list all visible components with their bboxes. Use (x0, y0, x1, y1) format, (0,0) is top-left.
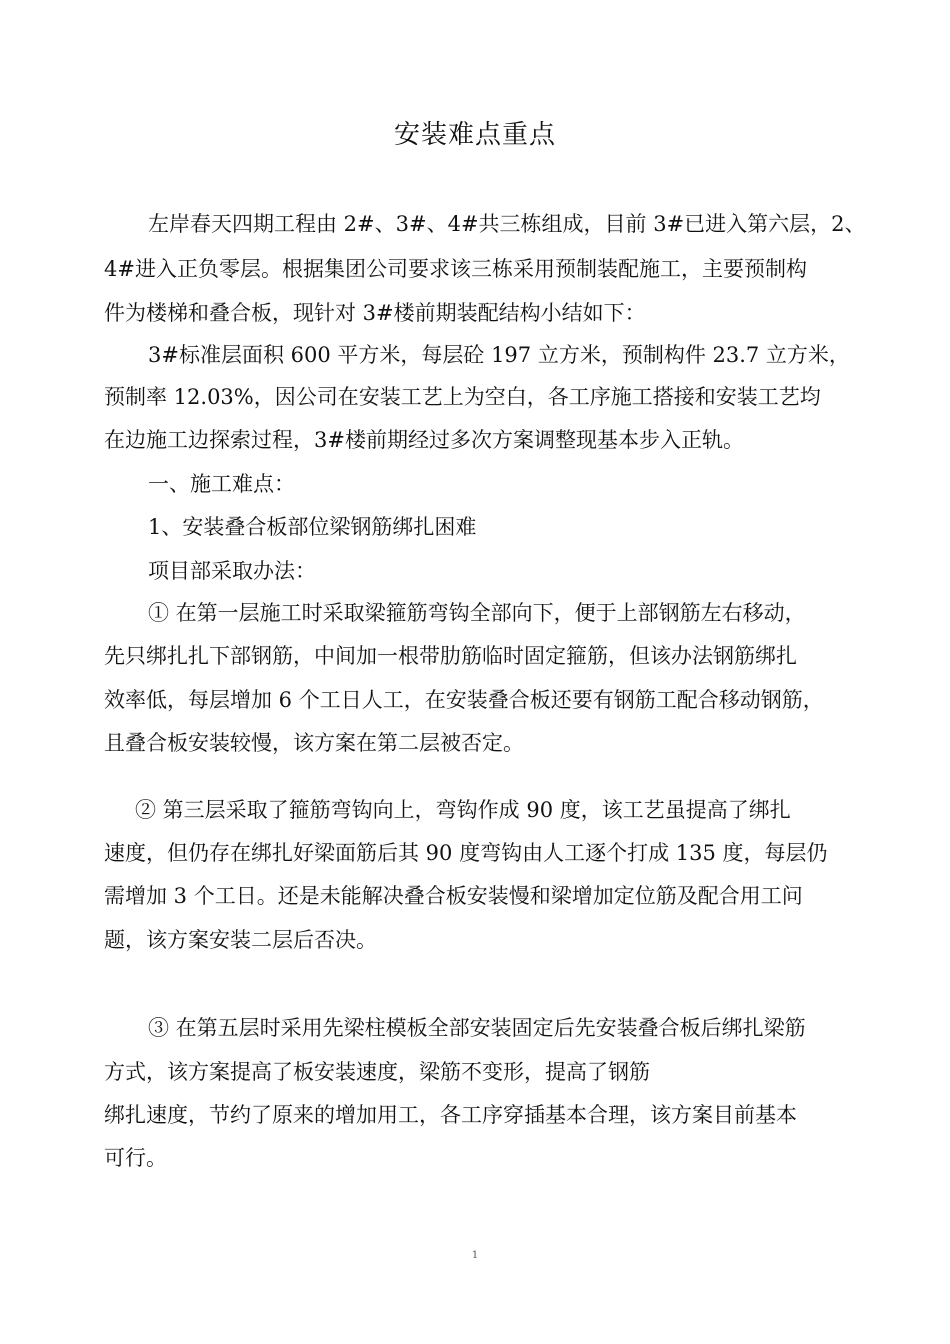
text-line: 速度，但仍存在绑扎好梁面筋后其 90 度弯钩由人工逐个打成 135 度，每层仍 (104, 841, 828, 865)
page-number: 1 (471, 1250, 479, 1261)
list-item-2: ② 第三层采取了箍筋弯钩向上，弯钩作成 90 度，该工艺虽提高了绑扎 (135, 798, 791, 822)
list-item-1: ① 在第一层施工时采取梁箍筋弯钩全部向下，便于上部钢筋左右移动， (148, 601, 806, 625)
text-line: 可行。 (104, 1146, 167, 1170)
text-line: 4#进入正负零层。根据集团公司要求该三栋采用预制装配施工，主要预制构 (104, 257, 807, 281)
text-line: 效率低，每层增加 6 个工日人工，在安装叠合板还要有钢筋工配合移动钢筋， (104, 688, 824, 712)
list-item-3: ③ 在第五层时采用先梁柱模板全部安装固定后先安装叠合板后绑扎梁筋 (148, 1016, 806, 1040)
text-line: 预制率 12.03%，因公司在安装工艺上为空白，各工序施工搭接和安装工艺均 (104, 385, 821, 409)
text-line: 件为楼梯和叠合板，现针对 3#楼前期装配结构小结如下： (104, 301, 646, 325)
text-line: 需增加 3 个工日。还是未能解决叠合板安装慢和梁增加定位筋及配合用工问 (104, 884, 803, 908)
document-title: 安装难点重点 (393, 120, 556, 150)
text-line: 3#标准层面积 600 平方米，每层砼 197 立方米，预制构件 23.7 立方米， (148, 343, 850, 367)
section-heading: 一、施工难点： (148, 472, 295, 496)
text-line: 左岸春天四期工程由 2#、3#、4#共三栋组成，目前 3#已进入第六层，2、 (148, 212, 866, 236)
subsection-heading: 1、安装叠合板部位梁钢筋绑扎困难 (148, 515, 477, 539)
text-line: 方式，该方案提高了板安装速度，梁筋不变形，提高了钢筋 (104, 1060, 650, 1084)
text-line: 项目部采取办法： (148, 559, 316, 583)
text-line: 先只绑扎扎下部钢筋，中间加一根带肋筋临时固定箍筋，但该办法钢筋绑扎 (104, 644, 797, 668)
text-line: 在边施工边探索过程，3#楼前期经过多次方案调整现基本步入正轨。 (104, 428, 744, 452)
text-line: 绑扎速度，节约了原来的增加用工，各工序穿插基本合理，该方案目前基本 (104, 1103, 797, 1127)
text-line: 题，该方案安装二层后否决。 (104, 928, 377, 952)
text-line: 且叠合板安装较慢，该方案在第二层被否定。 (104, 731, 524, 755)
